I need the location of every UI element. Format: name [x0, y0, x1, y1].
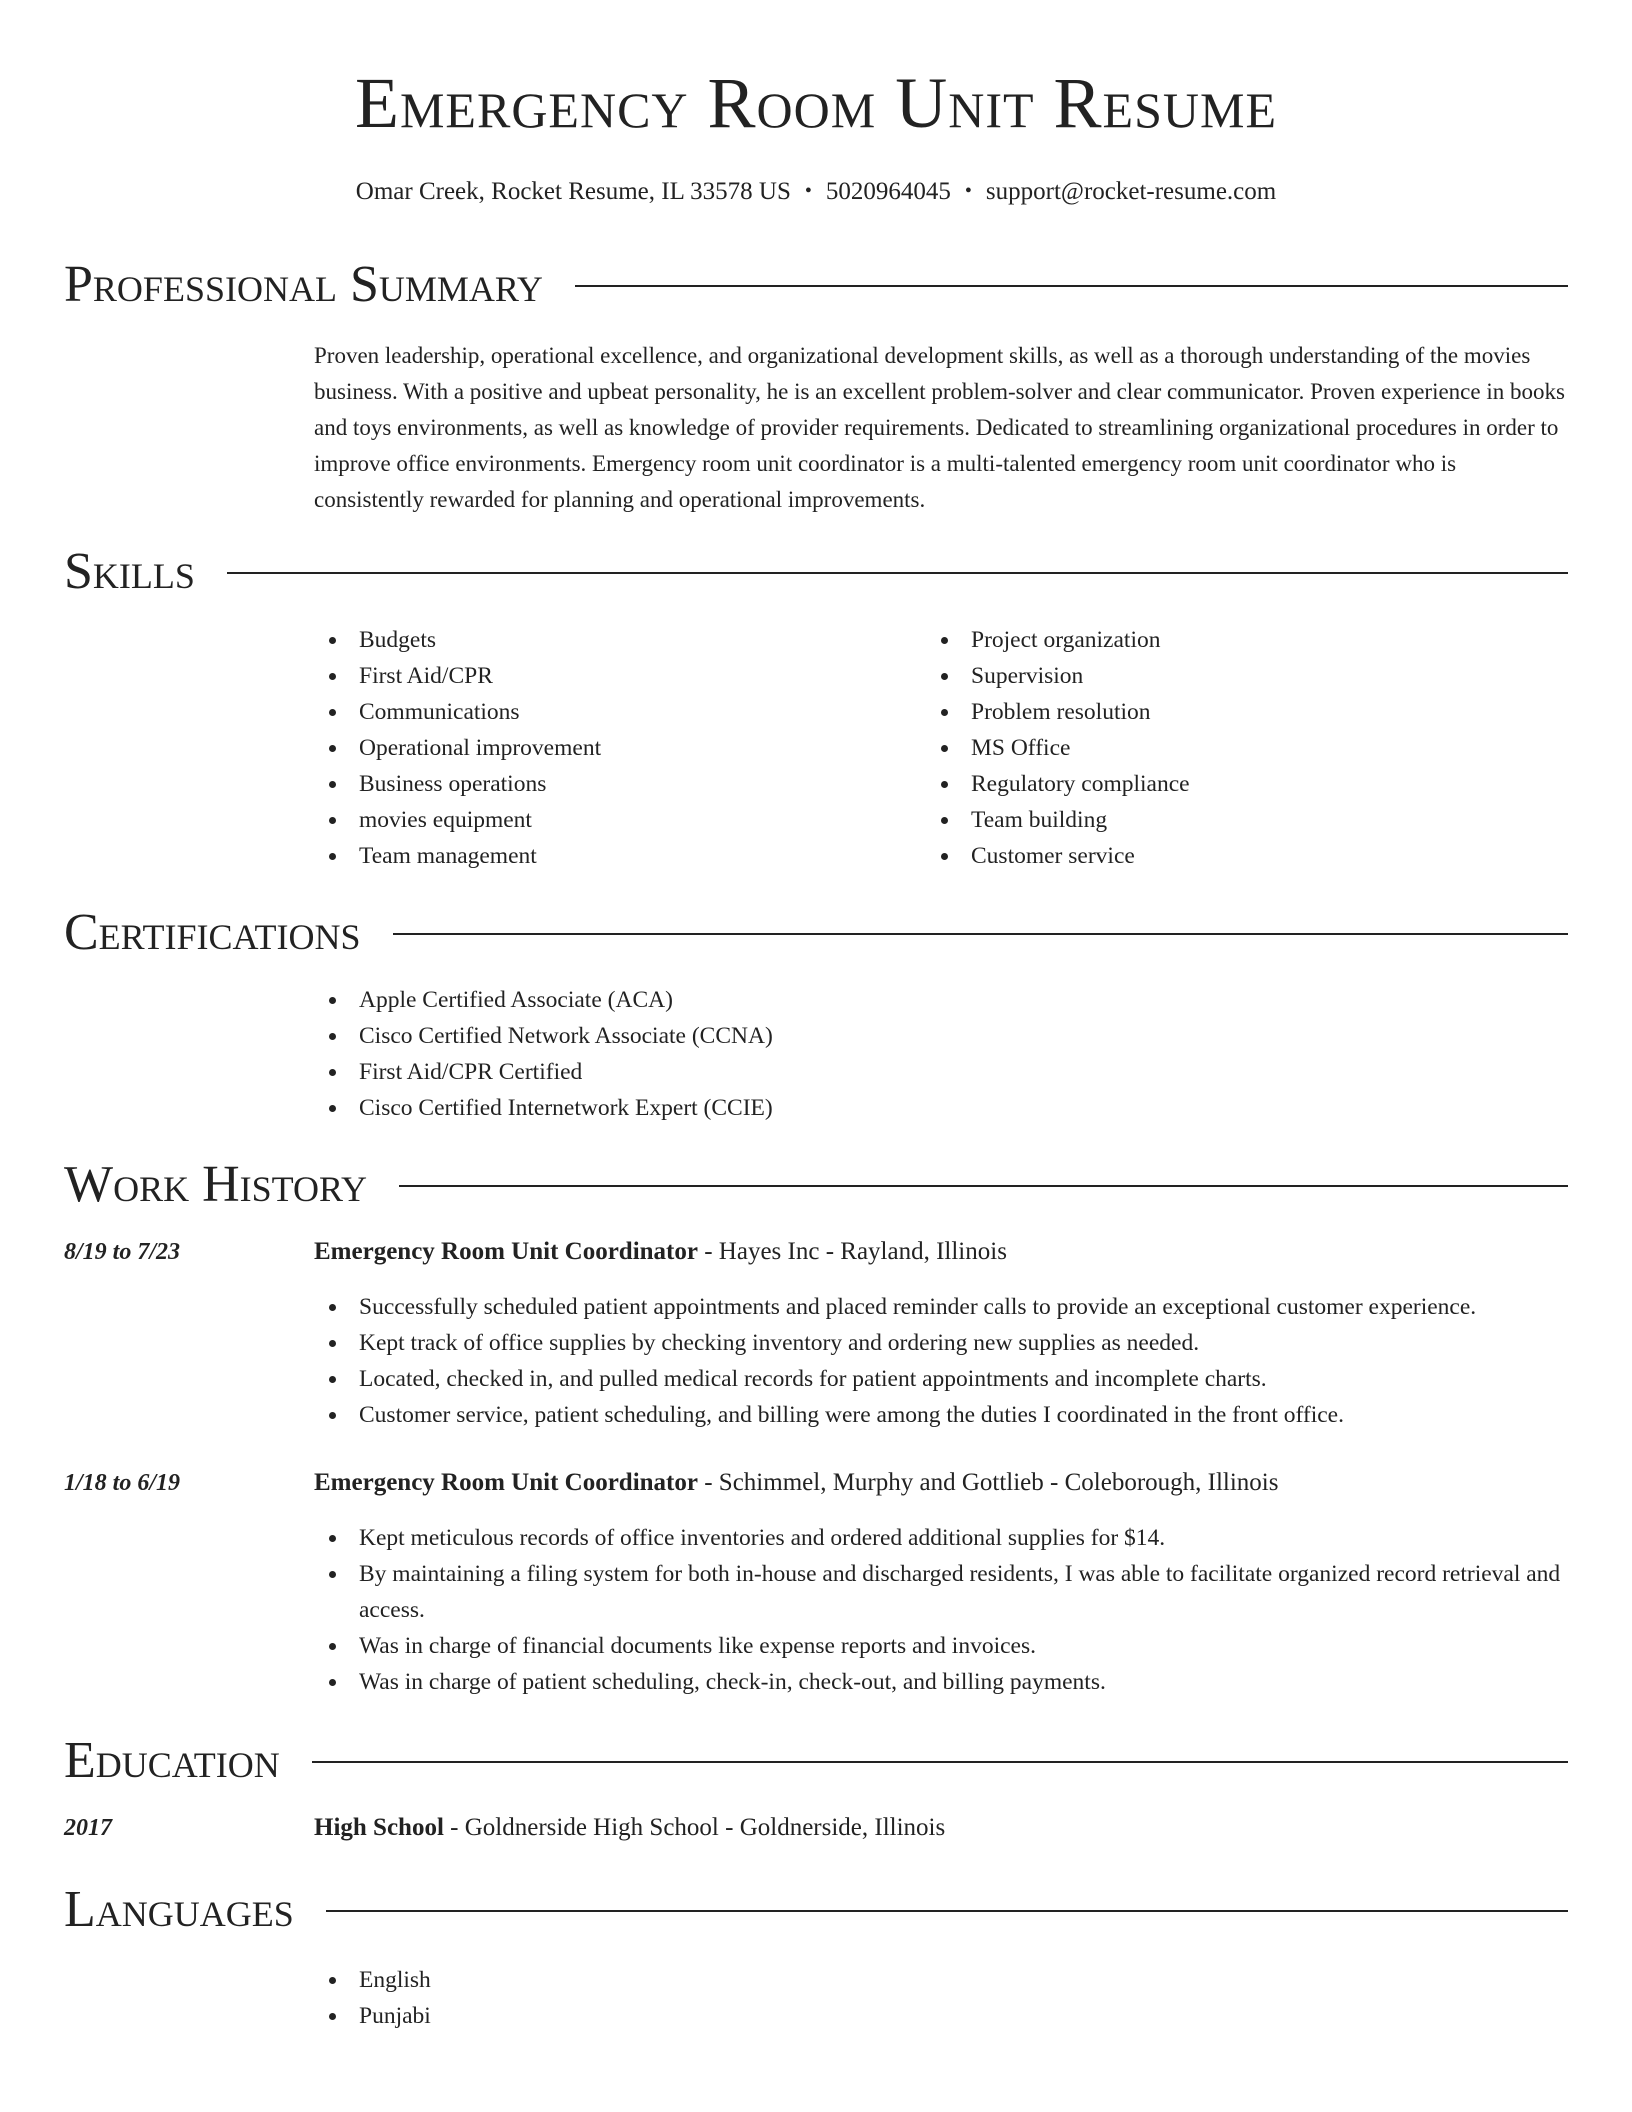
languages-list: [314, 1962, 1568, 2034]
work-heading: Work History: [64, 1156, 368, 1213]
skill-item: Communications: [314, 694, 914, 730]
skill-item: movies equipment: [314, 802, 914, 838]
section-divider: [326, 1910, 1568, 1912]
job-heading: [314, 1465, 1278, 1501]
job-duty: Located, checked in, and pulled medical records for patient appointments and incomplete charts.: [314, 1361, 1568, 1397]
skill-item: Team building: [926, 802, 1566, 838]
section-divider: [393, 933, 1568, 935]
summary-heading: Professional Summary: [64, 256, 543, 313]
skill-item: Project organization: [926, 622, 1566, 658]
job-duties-list: [314, 1520, 1568, 1700]
job-employer: - Schimmel, Murphy and Gottlieb - Coleborough, Illinois: [697, 1469, 1279, 1496]
skill-item: Problem resolution: [926, 694, 1566, 730]
section-divider: [575, 285, 1568, 287]
job-duty: Customer service, patient scheduling, and billing were among the duties I coordinated in the front office.: [314, 1397, 1568, 1433]
skill-item: Customer service: [926, 838, 1566, 874]
summary-text: Proven leadership, operational excellence, and organizational development skills, as well as a thorough understanding of the movies business. With a positive and upbeat personality, he is an excellent problem-solver and clear communicator. Proven experience in books and toys environments, as well as knowledge of provider requirements. Dedicated to streamlining organizational procedures in order to improve office environments. Emergency room unit coordinator is a multi-talented emergency room unit coordinator who is consistently rewarded for planning and operational improvements.: [314, 343, 1565, 512]
skills-heading: Skills: [64, 543, 195, 600]
contact-separator: •: [964, 180, 972, 202]
certification-item: Cisco Certified Network Associate (CCNA): [314, 1018, 1568, 1054]
certification-item: Apple Certified Associate (ACA): [314, 982, 1568, 1018]
education-year: 2017: [64, 1815, 112, 1841]
language-item: Punjabi: [314, 1998, 1568, 2034]
contact-separator: •: [804, 180, 812, 202]
certification-item: First Aid/CPR Certified: [314, 1054, 1568, 1090]
job-title: Emergency Room Unit Coordinator: [314, 1469, 698, 1496]
contact-phone: 5020964045: [825, 178, 951, 205]
job-heading: [314, 1234, 1007, 1270]
education-line: [314, 1810, 945, 1846]
languages-section-header: [64, 1876, 1568, 1944]
job-duty: Kept track of office supplies by checking inventory and ordering new supplies as needed.: [314, 1325, 1568, 1361]
language-item: English: [314, 1962, 1568, 1998]
skills-list-left: [314, 622, 914, 874]
contact-address: Omar Creek, Rocket Resume, IL 33578 US: [355, 178, 791, 205]
summary-section-header: [64, 251, 1568, 319]
certification-item: Cisco Certified Internetwork Expert (CCIE): [314, 1090, 1568, 1126]
skill-item: Regulatory compliance: [926, 766, 1566, 802]
skill-item: Team management: [314, 838, 914, 874]
skill-item: MS Office: [926, 730, 1566, 766]
job-duty: Was in charge of patient scheduling, check-in, check-out, and billing payments.: [314, 1664, 1568, 1700]
certifications-heading: Certifications: [64, 904, 361, 961]
skill-item: Budgets: [314, 622, 914, 658]
skill-item: Operational improvement: [314, 730, 914, 766]
education-section-header: [64, 1727, 1568, 1795]
job-dates: 8/19 to 7/23: [64, 1239, 181, 1265]
skill-item: Business operations: [314, 766, 914, 802]
section-divider: [227, 572, 1568, 574]
job-employer: - Hayes Inc - Rayland, Illinois: [697, 1238, 1007, 1265]
contact-line: [0, 175, 1632, 208]
education-school: - Goldnerside High School - Goldnerside, Illinois: [443, 1814, 946, 1841]
education-heading: Education: [64, 1732, 280, 1789]
section-divider: [312, 1761, 1568, 1763]
skill-item: First Aid/CPR: [314, 658, 914, 694]
skill-item: Supervision: [926, 658, 1566, 694]
job-title: Emergency Room Unit Coordinator: [314, 1238, 698, 1265]
section-divider: [399, 1185, 1568, 1187]
skills-section-header: [64, 538, 1568, 606]
languages-heading: Languages: [64, 1881, 294, 1938]
job-duty: Successfully scheduled patient appointments and placed reminder calls to provide an exceptional customer experience.: [314, 1289, 1568, 1325]
job-dates: 1/18 to 6/19: [64, 1470, 181, 1496]
skills-list-right: [926, 622, 1566, 874]
certifications-section-header: [64, 899, 1568, 967]
job-duty: By maintaining a filing system for both in-house and discharged residents, I was able to facilitate organized record retrieval and access.: [314, 1556, 1568, 1628]
work-section-header: [64, 1151, 1568, 1219]
certifications-list: [314, 982, 1568, 1126]
job-duties-list: [314, 1289, 1568, 1433]
contact-email: support@rocket-resume.com: [985, 178, 1277, 205]
resume-title: Emergency Room Unit Resume: [354, 63, 1278, 143]
education-degree: High School: [314, 1814, 444, 1841]
job-duty: Kept meticulous records of office inventories and ordered additional supplies for $14.: [314, 1520, 1568, 1556]
job-duty: Was in charge of financial documents like expense reports and invoices.: [314, 1628, 1568, 1664]
